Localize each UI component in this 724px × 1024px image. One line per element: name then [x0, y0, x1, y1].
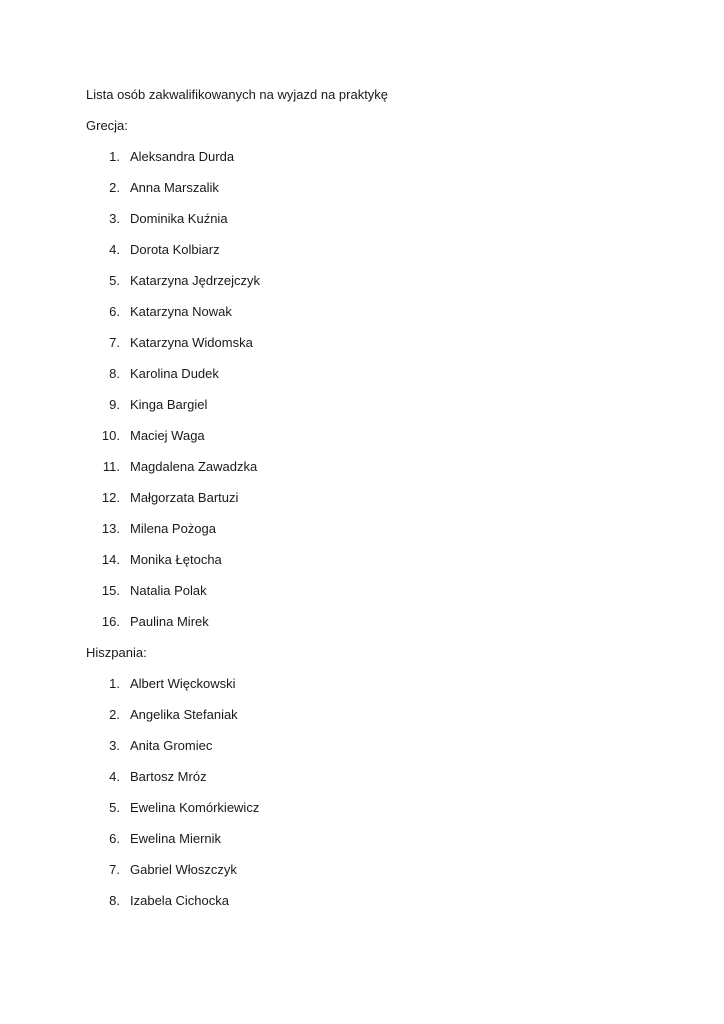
list-item-name: Kinga Bargiel	[130, 397, 208, 412]
list-item-name: Paulina Mirek	[130, 614, 209, 629]
list-item-name: Milena Pożoga	[130, 521, 216, 536]
list-item-number: 13.	[101, 521, 120, 536]
list-item-name: Natalia Polak	[130, 583, 207, 598]
list-item	[86, 365, 486, 383]
list-item	[86, 799, 486, 817]
list-item-name: Dominika Kuźnia	[130, 211, 228, 226]
list-item-number: 5.	[109, 800, 120, 815]
list-item-number: 7.	[109, 335, 120, 350]
list-item-name: Katarzyna Jędrzejczyk	[130, 273, 261, 288]
list-item	[86, 179, 486, 197]
list-item	[86, 210, 486, 228]
list-item-name: Bartosz Mróz	[130, 769, 207, 784]
list-item-number: 2.	[109, 707, 120, 722]
list-item-number: 1.	[109, 676, 120, 691]
list-item	[86, 303, 486, 321]
list-item	[86, 737, 486, 755]
list-item-name: Anna Marszalik	[130, 180, 219, 195]
list-item	[86, 520, 486, 538]
list-item	[86, 861, 486, 879]
list-item-number: 3.	[109, 211, 120, 226]
list-item-number: 10.	[101, 428, 120, 443]
list-item-name: Małgorzata Bartuzi	[130, 490, 239, 505]
list-item-name: Karolina Dudek	[130, 366, 219, 381]
list-item-number: 16.	[101, 614, 120, 629]
list-item-name: Magdalena Zawadzka	[130, 459, 258, 474]
list-item-name: Angelika Stefaniak	[130, 707, 238, 722]
list-item	[86, 613, 486, 631]
list-item-name: Katarzyna Nowak	[130, 304, 232, 319]
list-item	[86, 582, 486, 600]
list-item	[86, 675, 486, 693]
list-item	[86, 272, 486, 290]
list-item-name: Aleksandra Durda	[130, 149, 235, 164]
list-item-number: 8.	[109, 893, 120, 908]
list-item-number: 3.	[109, 738, 120, 753]
list-item	[86, 892, 486, 910]
list-item-name: Anita Gromiec	[130, 738, 213, 753]
list-item-number: 9.	[109, 397, 120, 412]
section-heading: Grecja:	[86, 118, 128, 133]
list-item	[86, 241, 486, 259]
list-item-number: 11.	[102, 459, 120, 474]
section-heading: Hiszpania:	[86, 645, 147, 660]
list-item-name: Gabriel Włoszczyk	[130, 862, 237, 877]
list-item-name: Izabela Cichocka	[130, 893, 229, 908]
list-item-name: Maciej Waga	[130, 428, 205, 443]
list-item	[86, 458, 486, 476]
list-item	[86, 148, 486, 166]
list-item	[86, 706, 486, 724]
list-item-number: 4.	[109, 242, 120, 257]
list-item	[86, 551, 486, 569]
list-item-number: 4.	[109, 769, 120, 784]
list-item-name: Ewelina Komórkiewicz	[130, 800, 260, 815]
list-item-number: 2.	[109, 180, 120, 195]
list-item-name: Ewelina Miernik	[130, 831, 222, 846]
list-item-number: 14.	[101, 552, 120, 567]
list-item-number: 8.	[109, 366, 120, 381]
list-item	[86, 768, 486, 786]
list-item-number: 6.	[109, 304, 120, 319]
document-title: Lista osób zakwalifikowanych na wyjazd na praktykę	[86, 87, 389, 102]
list-item-name: Albert Więckowski	[130, 676, 236, 691]
list-item-number: 7.	[109, 862, 120, 877]
list-item-number: 6.	[109, 831, 120, 846]
list-item-name: Katarzyna Widomska	[130, 335, 253, 350]
list-item-name: Monika Łętocha	[130, 552, 222, 567]
list-item	[86, 830, 486, 848]
list-item-name: Dorota Kolbiarz	[130, 242, 220, 257]
list-item	[86, 334, 486, 352]
list-item-number: 5.	[109, 273, 120, 288]
list-item-number: 12.	[101, 490, 120, 505]
list-item-number: 1.	[109, 149, 120, 164]
list-item-number: 15.	[101, 583, 120, 598]
list-item	[86, 489, 486, 507]
list-item	[86, 427, 486, 445]
list-item	[86, 396, 486, 414]
